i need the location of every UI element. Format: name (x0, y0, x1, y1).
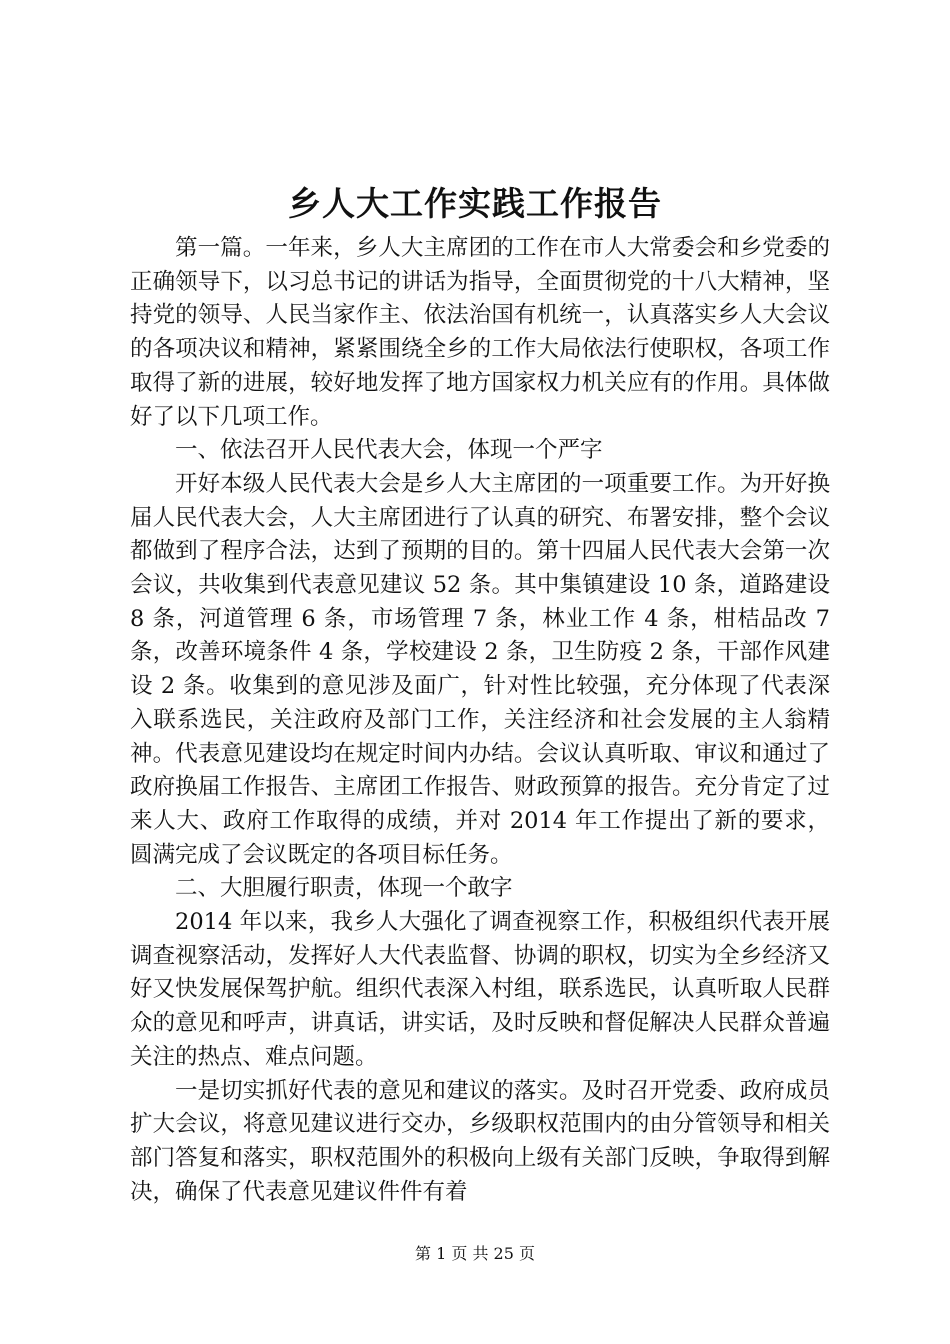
paragraph-section-1: 开好本级人民代表大会是乡人大主席团的一项重要工作。为开好换届人民代表大会，人大主席团进行了认真的研究、布署安排，整个会议都做到了程序合法，达到了预期的目的。第十四届人民代表大会第一次会议，共收集到代表意见建议 52 条。其中集镇建设 10 条，道路建设 8 条，河道管理 6 条，市场管理 7 条，林业工作 4 条，柑桔品改 7 条，改善环境条件 4 条，学校建设 2 条，卫生防疫 2 条，干部作风建设 2 条。收集到的意见涉及面广，针对性比较强，充分体现了代表深入联系选民，关注政府及部门工作，关注经济和社会发展的主人翁精神。代表意见建设均在规定时间内办结。会议认真听取、审议和通过了政府换届工作报告、主席团工作报告、财政预算的报告。充分肯定了过来人大、政府工作取得的成绩，并对 2014 年工作提出了新的要求，圆满完成了会议既定的各项目标任务。 (130, 470, 830, 868)
section-heading-1: 一、依法召开人民代表大会，体现一个严字 (175, 437, 603, 464)
document-title: 乡人大工作实践工作报告 (288, 184, 662, 223)
paragraph-section-2: 2014 年以来，我乡人大强化了调查视察工作，积极组织代表开展调查视察活动，发挥好人大代表监督、协调的职权，切实为全乡经济又好又快发展保驾护航。组织代表深入村组，联系选民，认真听取人民群众的意见和呼声，讲真话，讲实话，及时反映和督促解决人民群众普遍关注的热点、难点问题。 (130, 909, 830, 1070)
paragraph-intro: 第一篇。一年来，乡人大主席团的工作在市人大常委会和乡党委的正确领导下，以习总书记的讲话为指导，全面贯彻党的十八大精神，坚持党的领导、人民当家作主、依法治国有机统一，认真落实乡人大会议的各项决议和精神，紧紧围绕全乡的工作大局依法行使职权，各项工作取得了新的进展，较好地发挥了地方国家权力机关应有的作用。具体做好了以下几项工作。 (130, 235, 830, 430)
paragraph-item-1: 一是切实抓好代表的意见和建议的落实。及时召开党委、政府成员扩大会议，将意见建议进行交办，乡级职权范围内的由分管领导和相关部门答复和落实，职权范围外的积极向上级有关部门反映，争取得到解决，确保了代表意见建议件件有着 (130, 1077, 830, 1205)
section-heading-2: 二、大胆履行职责，体现一个敢字 (175, 875, 513, 902)
page-footer: 第 1 页 共 25 页 (415, 1244, 535, 1263)
document-body (130, 232, 830, 1209)
